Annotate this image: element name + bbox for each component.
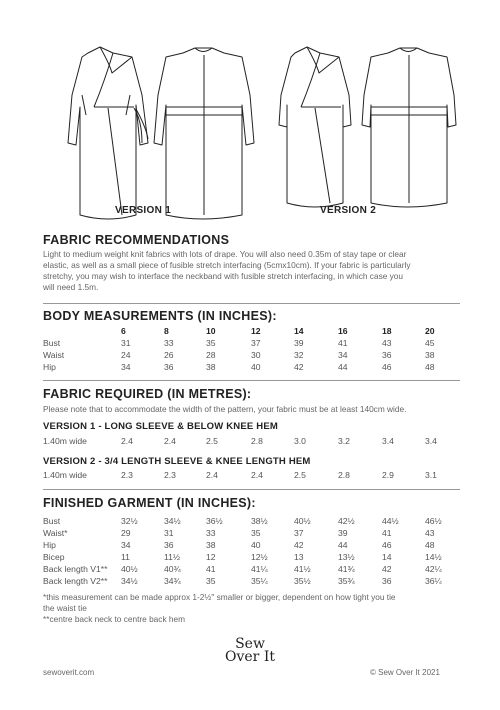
size-header-row — [43, 326, 463, 337]
cell: 45 — [425, 338, 435, 348]
website-link[interactable]: sewoverit.com — [43, 668, 95, 677]
size-header: 8 — [164, 326, 169, 336]
logo-line-2: Over It — [225, 649, 275, 665]
version2-fabric-row — [43, 470, 463, 481]
cell: 36 — [164, 362, 174, 372]
cell: 13 — [294, 552, 304, 562]
cell: 2.8 — [338, 470, 350, 480]
cell: 36 — [164, 540, 174, 550]
garment-row-hip — [43, 540, 463, 551]
cell: 35¼ — [251, 576, 268, 586]
size-header: 6 — [121, 326, 126, 336]
cell: 32½ — [121, 516, 138, 526]
version2-back-sketch — [362, 48, 456, 207]
cell: 34 — [338, 350, 348, 360]
version1-back-sketch — [154, 48, 254, 219]
cell: 36½ — [206, 516, 223, 526]
size-header: 18 — [382, 326, 392, 336]
garment-row-back-length-v1 — [43, 564, 463, 575]
cell: 3.1 — [425, 470, 437, 480]
cell: 36 — [382, 350, 392, 360]
divider — [43, 303, 460, 304]
cell: 35 — [206, 338, 216, 348]
cell: 33 — [164, 338, 174, 348]
divider — [43, 380, 460, 381]
garment-sketches — [50, 35, 460, 220]
cell: 3.4 — [425, 436, 437, 446]
cell: 2.4 — [121, 436, 133, 446]
cell: 2.8 — [251, 436, 263, 446]
garment-row-bust — [43, 516, 463, 527]
cell: 41¼ — [251, 564, 268, 574]
garment-notes — [43, 592, 463, 625]
fabric-recommendations-text — [43, 249, 463, 293]
cell: 35 — [251, 528, 261, 538]
cell: 37 — [251, 338, 261, 348]
version1-fabric-heading: VERSION 1 - LONG SLEEVE & BELOW KNEE HEM — [43, 421, 278, 432]
cell: 40½ — [294, 516, 311, 526]
cell: 38 — [206, 362, 216, 372]
cell: 11½ — [164, 552, 181, 562]
cell: 34½ — [164, 516, 181, 526]
size-header: 14 — [294, 326, 304, 336]
fabric-width-note: Please note that to accommodate the width of the pattern, your fabric must be at least 140cm wide. — [43, 404, 407, 414]
cell: 37 — [294, 528, 304, 538]
cell: 43 — [425, 528, 435, 538]
cell: 11 — [121, 552, 130, 562]
cell: 42 — [294, 540, 304, 550]
cell: 3.2 — [338, 436, 350, 446]
brand-logo — [222, 638, 278, 664]
cell: 39 — [338, 528, 348, 538]
body-row-bust — [43, 338, 463, 349]
logo-line-1: Sew — [235, 636, 265, 652]
cell: 44 — [338, 362, 348, 372]
row-label: Hip — [43, 362, 56, 372]
version1-fabric-row — [43, 436, 463, 447]
cell: 12½ — [251, 552, 268, 562]
cell: 34 — [121, 362, 131, 372]
cell: 40½ — [121, 564, 138, 574]
row-label: Waist — [43, 350, 65, 360]
cell: 2.3 — [164, 470, 176, 480]
row-label: Bust — [43, 338, 61, 348]
cell: 2.5 — [294, 470, 306, 480]
cell: 44 — [338, 540, 348, 550]
recommendation-line: Light to medium weight knit fabrics with lots of drape. You will also need 0.35m of stay tape or clear — [43, 249, 407, 259]
garment-row-bicep — [43, 552, 463, 563]
row-label: Bicep — [43, 552, 65, 562]
cell: 41 — [382, 528, 392, 538]
size-header: 12 — [251, 326, 261, 336]
body-measurements-heading: BODY MEASUREMENTS (IN INCHES): — [43, 309, 277, 323]
body-row-waist — [43, 350, 463, 361]
cell: 41 — [206, 564, 216, 574]
cell: 30 — [251, 350, 261, 360]
cell: 48 — [425, 362, 435, 372]
row-label: 1.40m wide — [43, 436, 87, 446]
recommendation-line: will need 1.5m. — [43, 282, 99, 292]
cell: 2.4 — [206, 470, 218, 480]
fabric-recommendations-heading: FABRIC RECOMMENDATIONS — [43, 233, 230, 247]
cell: 34¾ — [164, 576, 181, 586]
cell: 46½ — [425, 516, 442, 526]
version1-front-sketch — [68, 47, 148, 219]
garment-note: the waist tie — [43, 603, 87, 613]
cell: 39 — [294, 338, 304, 348]
cell: 3.0 — [294, 436, 306, 446]
cell: 40 — [251, 362, 261, 372]
cell: 42½ — [338, 516, 355, 526]
row-label: Bust — [43, 516, 61, 526]
cell: 24 — [121, 350, 131, 360]
size-header: 20 — [425, 326, 435, 336]
cell: 38½ — [251, 516, 268, 526]
finished-garment-heading: FINISHED GARMENT (IN INCHES): — [43, 496, 256, 510]
divider — [43, 489, 460, 490]
cell: 36¼ — [425, 576, 442, 586]
cell: 2.4 — [164, 436, 176, 446]
body-row-hip — [43, 362, 463, 373]
recommendation-line: elastic, as well as a small piece of fusible stretch interfacing (5cmx10cm). If your fabric is particularly — [43, 260, 411, 270]
garment-note: *this measurement can be made approx 1-2½" smaller or bigger, dependent on how tight you tie — [43, 592, 396, 602]
cell: 35¾ — [338, 576, 355, 586]
cell: 32 — [294, 350, 304, 360]
cell: 36 — [382, 576, 392, 586]
version2-label: VERSION 2 — [320, 205, 377, 216]
copyright: © Sew Over It 2021 — [370, 668, 440, 677]
garment-note: **centre back neck to centre back hem — [43, 614, 186, 624]
cell: 44½ — [382, 516, 399, 526]
cell: 31 — [164, 528, 174, 538]
cell: 46 — [382, 362, 392, 372]
cell: 38 — [206, 540, 216, 550]
cell: 2.9 — [382, 470, 394, 480]
fabric-required-heading: FABRIC REQUIRED (IN METRES): — [43, 387, 252, 401]
cell: 35½ — [294, 576, 311, 586]
cell: 41½ — [294, 564, 311, 574]
cell: 26 — [164, 350, 174, 360]
row-label: Hip — [43, 540, 56, 550]
cell: 28 — [206, 350, 216, 360]
cell: 40¾ — [164, 564, 181, 574]
cell: 2.5 — [206, 436, 218, 446]
cell: 35 — [206, 576, 216, 586]
cell: 14½ — [425, 552, 442, 562]
cell: 42 — [382, 564, 392, 574]
size-header: 10 — [206, 326, 216, 336]
cell: 33 — [206, 528, 216, 538]
garment-row-waist — [43, 528, 463, 539]
version2-front-sketch — [279, 47, 351, 207]
size-header: 16 — [338, 326, 348, 336]
cell: 46 — [382, 540, 392, 550]
cell: 43 — [382, 338, 392, 348]
row-label: Back length V2** — [43, 576, 108, 586]
row-label: Waist* — [43, 528, 68, 538]
cell: 42 — [294, 362, 304, 372]
cell: 29 — [121, 528, 131, 538]
cell: 34 — [121, 540, 131, 550]
cell: 2.3 — [121, 470, 133, 480]
cell: 34½ — [121, 576, 138, 586]
cell: 40 — [251, 540, 261, 550]
cell: 3.4 — [382, 436, 394, 446]
cell: 2.4 — [251, 470, 263, 480]
cell: 13½ — [338, 552, 355, 562]
cell: 41¾ — [338, 564, 355, 574]
row-label: Back length V1** — [43, 564, 108, 574]
garment-row-back-length-v2 — [43, 576, 463, 587]
cell: 41 — [338, 338, 348, 348]
cell: 31 — [121, 338, 131, 348]
cell: 48 — [425, 540, 435, 550]
row-label: 1.40m wide — [43, 470, 87, 480]
version2-fabric-heading: VERSION 2 - 3/4 LENGTH SLEEVE & KNEE LENGTH HEM — [43, 456, 311, 467]
recommendation-line: stretchy, you may wish to interface the neckband with fusible stretch interfacing, in which case you — [43, 271, 404, 281]
version1-label: VERSION 1 — [115, 205, 172, 216]
cell: 12 — [206, 552, 216, 562]
cell: 14 — [382, 552, 392, 562]
cell: 42¼ — [425, 564, 442, 574]
cell: 38 — [425, 350, 435, 360]
